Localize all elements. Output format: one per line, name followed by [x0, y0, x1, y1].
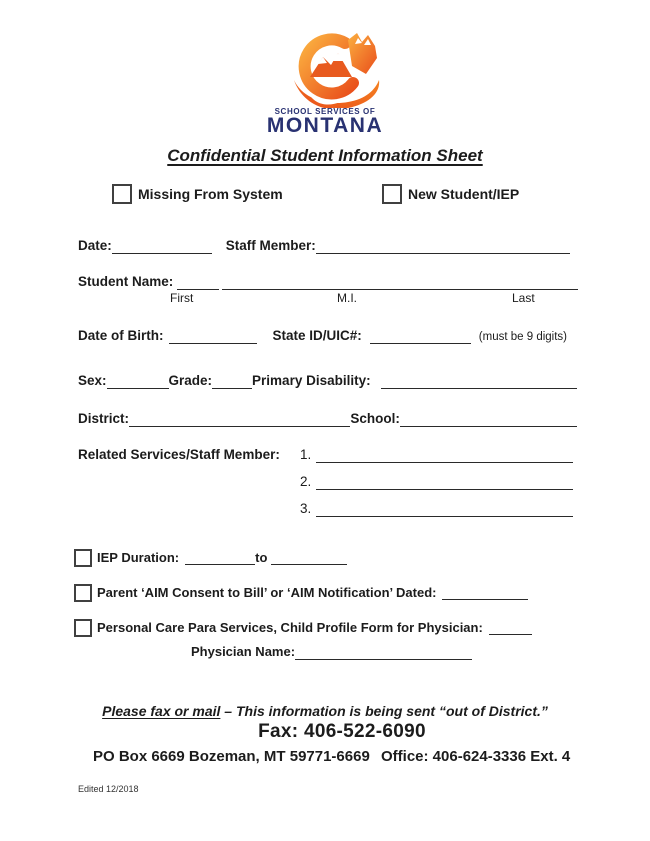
related-service-input-line-1[interactable] [316, 447, 573, 463]
grade-input-line[interactable] [212, 373, 252, 389]
page-title: Confidential Student Information Sheet [167, 146, 483, 165]
state-id-input-line[interactable] [370, 328, 471, 344]
edited-date: Edited 12/2018 [78, 784, 139, 794]
iep-to-input-line[interactable] [271, 551, 347, 565]
checkbox-iep-duration[interactable] [74, 549, 92, 567]
first-name-sublabel: First [170, 291, 194, 305]
staff-member-input-line[interactable] [316, 238, 570, 254]
related-service-input-line-3[interactable] [316, 501, 573, 517]
logo-montana-text: MONTANA [266, 114, 384, 137]
related-services-label: Related Services/Staff Member: [78, 447, 280, 462]
related-item-number-1: 1. [300, 447, 312, 463]
staff-member-label: Staff Member: [225, 238, 316, 254]
missing-from-system-label: Missing From System [138, 186, 283, 202]
district-school-row [78, 411, 577, 427]
last-name-sublabel: Last [512, 291, 535, 305]
state-id-note: (must be 9 digits) [478, 330, 567, 343]
checkbox-personal-care[interactable] [74, 619, 92, 637]
new-student-iep-label: New Student/IEP [408, 186, 520, 202]
checkbox-parent-aim[interactable] [74, 584, 92, 602]
related-item-number-3: 3. [300, 501, 312, 517]
student-name-input-line[interactable] [222, 274, 578, 290]
school-label: School: [350, 411, 400, 427]
personal-care-row [74, 619, 532, 637]
fax-or-mail-underlined: Please fax or mail [102, 703, 221, 719]
date-label: Date: [78, 238, 112, 254]
state-id-label: State ID/UIC#: [272, 328, 362, 344]
date-of-birth-input-line[interactable] [169, 328, 257, 344]
checkbox-missing-from-system[interactable] [112, 184, 132, 204]
checkbox-new-student-iep[interactable] [382, 184, 402, 204]
iep-duration-row [74, 549, 347, 567]
physician-name-input-line[interactable] [295, 644, 472, 660]
sex-label: Sex: [78, 373, 107, 389]
related-service-row-1 [300, 447, 573, 463]
new-student-iep-option [382, 184, 519, 204]
office-phone: Office: 406-624-3336 Ext. 4 [381, 748, 571, 765]
related-service-input-line-2[interactable] [316, 474, 573, 490]
fax-or-mail-rest: – This information is being sent “out of District.” [220, 703, 548, 719]
iep-to-label: to [255, 549, 268, 565]
fox-mountain-logo-icon [278, 32, 390, 108]
personal-care-input-line[interactable] [489, 621, 532, 635]
district-label: District: [78, 411, 130, 427]
middle-initial-sublabel: M.I. [337, 291, 357, 305]
primary-disability-label: Primary Disability: [252, 373, 371, 389]
po-box-address: PO Box 6669 Bozeman, MT 59771-6669 [93, 748, 370, 765]
missing-from-system-option [112, 184, 283, 204]
student-name-row [78, 274, 578, 290]
personal-care-label: Personal Care Para Services, Child Profile Form for Physician: [97, 619, 483, 635]
sex-input-line[interactable] [107, 373, 169, 389]
parent-aim-dated-input-line[interactable] [442, 586, 528, 600]
related-item-number-2: 2. [300, 474, 312, 490]
student-name-label: Student Name: [78, 274, 174, 290]
primary-disability-input-line[interactable] [381, 373, 577, 389]
iep-from-input-line[interactable] [185, 551, 255, 565]
parent-aim-row [74, 584, 528, 602]
district-input-line[interactable] [129, 411, 350, 427]
physician-name-label: Physician Name: [191, 644, 296, 660]
date-staff-row [78, 238, 570, 254]
date-input-line[interactable] [112, 238, 212, 254]
grade-label: Grade: [168, 373, 213, 389]
date-of-birth-label: Date of Birth: [78, 328, 164, 344]
sex-grade-disability-row [78, 373, 577, 389]
school-input-line[interactable] [400, 411, 577, 427]
logo-school-services-text: SCHOOL SERVICES OF [274, 107, 376, 116]
related-service-row-3 [300, 501, 573, 517]
dob-stateid-row [78, 328, 567, 344]
student-first-input-line[interactable] [177, 274, 219, 290]
fax-number: Fax: 406-522-6090 [258, 721, 426, 742]
iep-duration-label: IEP Duration: [97, 549, 180, 565]
physician-name-row [191, 644, 472, 660]
related-service-row-2 [300, 474, 573, 490]
fax-or-mail-notice [0, 703, 650, 719]
parent-aim-label: Parent ‘AIM Consent to Bill’ or ‘AIM Notification’ Dated: [97, 584, 437, 600]
